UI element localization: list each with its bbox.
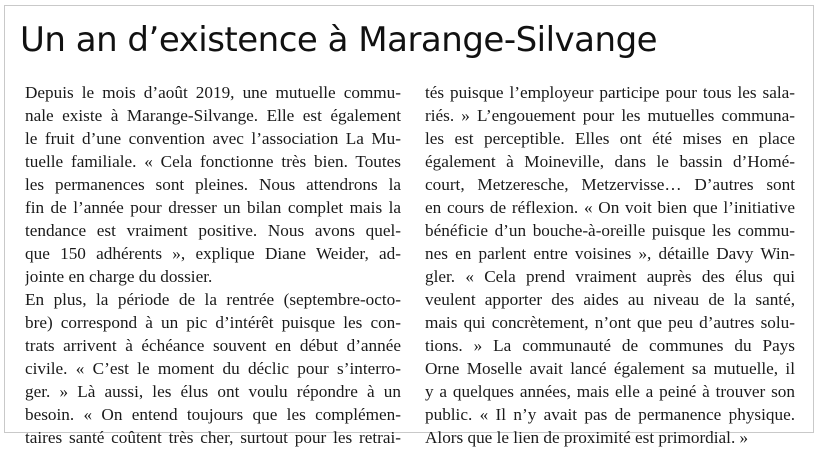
text-line: mais qui concrètement, n’ont que peu d’autres solu- [425, 313, 795, 332]
article-headline: Un an d’existence à Marange-Silvange [20, 20, 658, 60]
text-line: tendance est vraiment positive. Nous avons quel- [25, 221, 401, 240]
text-line: taires santé coûtent très cher, surtout pour les retrai- [25, 428, 401, 447]
article-column-right [425, 81, 795, 449]
text-line: en cours de réflexion. « On voit bien que l’initiative [425, 198, 795, 217]
text-line: jointe en charge du dossier. [25, 267, 213, 286]
article-column-left [25, 81, 401, 449]
text-line: tions. » La communauté de communes du Pays [425, 336, 795, 355]
text-line: les permanences sont pleines. Nous attendrons la [25, 175, 401, 194]
article-frame [4, 5, 814, 447]
text-line: ger. » Là aussi, les élus ont voulu répondre à un [25, 382, 401, 401]
text-line: tuelle familiale. « Cela fonctionne très bien. Toutes [25, 152, 401, 171]
text-line: que 150 adhérents », explique Diane Weider, ad- [25, 244, 401, 263]
text-line: fin de l’année pour dresser un bilan complet mais la [25, 198, 401, 217]
text-line: le fruit d’une convention avec l’association La Mu- [25, 129, 401, 148]
text-line: gler. « Cela prend vraiment auprès des élus qui [425, 267, 795, 286]
text-line: Orne Moselle avait lancé également sa mutuelle, il [425, 359, 795, 378]
text-line: riés. » L’engouement pour les mutuelles communa- [425, 106, 795, 125]
text-line: besoin. « On entend toujours que les complémen- [25, 405, 401, 424]
text-line: Depuis le mois d’août 2019, une mutuelle commu- [25, 83, 401, 102]
text-line: bénéficie d’un bouche-à-oreille puisque les commu- [425, 221, 795, 240]
text-line: court, Metzeresche, Metzervisse… D’autres sont [425, 175, 795, 194]
text-line: nes en parlent entre voisines », détaille Davy Win- [425, 244, 795, 263]
text-line: les est perceptible. Elles ont été mises en place [425, 129, 795, 148]
text-line: Alors que le lien de proximité est primordial. » [425, 428, 749, 447]
text-line: nale existe à Marange-Silvange. Elle est également [25, 106, 401, 125]
text-line: trats arrivent à échéance souvent en début d’année [25, 336, 401, 355]
text-line: En plus, la période de la rentrée (septembre-octo- [25, 290, 401, 309]
text-line: tés puisque l’employeur participe pour tous les sala- [425, 83, 795, 102]
text-line: y a quelques années, mais elle a peiné à trouver son [425, 382, 795, 401]
text-line: public. « Il n’y avait pas de permanence physique. [425, 405, 795, 424]
text-line: également à Moineville, dans le bassin d’Homé- [425, 152, 795, 171]
text-line: bre) correspond à un pic d’intérêt puisque les con- [25, 313, 401, 332]
text-line: civile. « C’est le moment du déclic pour s’interro- [25, 359, 401, 378]
text-line: veulent apporter des aides au niveau de la santé, [425, 290, 795, 309]
